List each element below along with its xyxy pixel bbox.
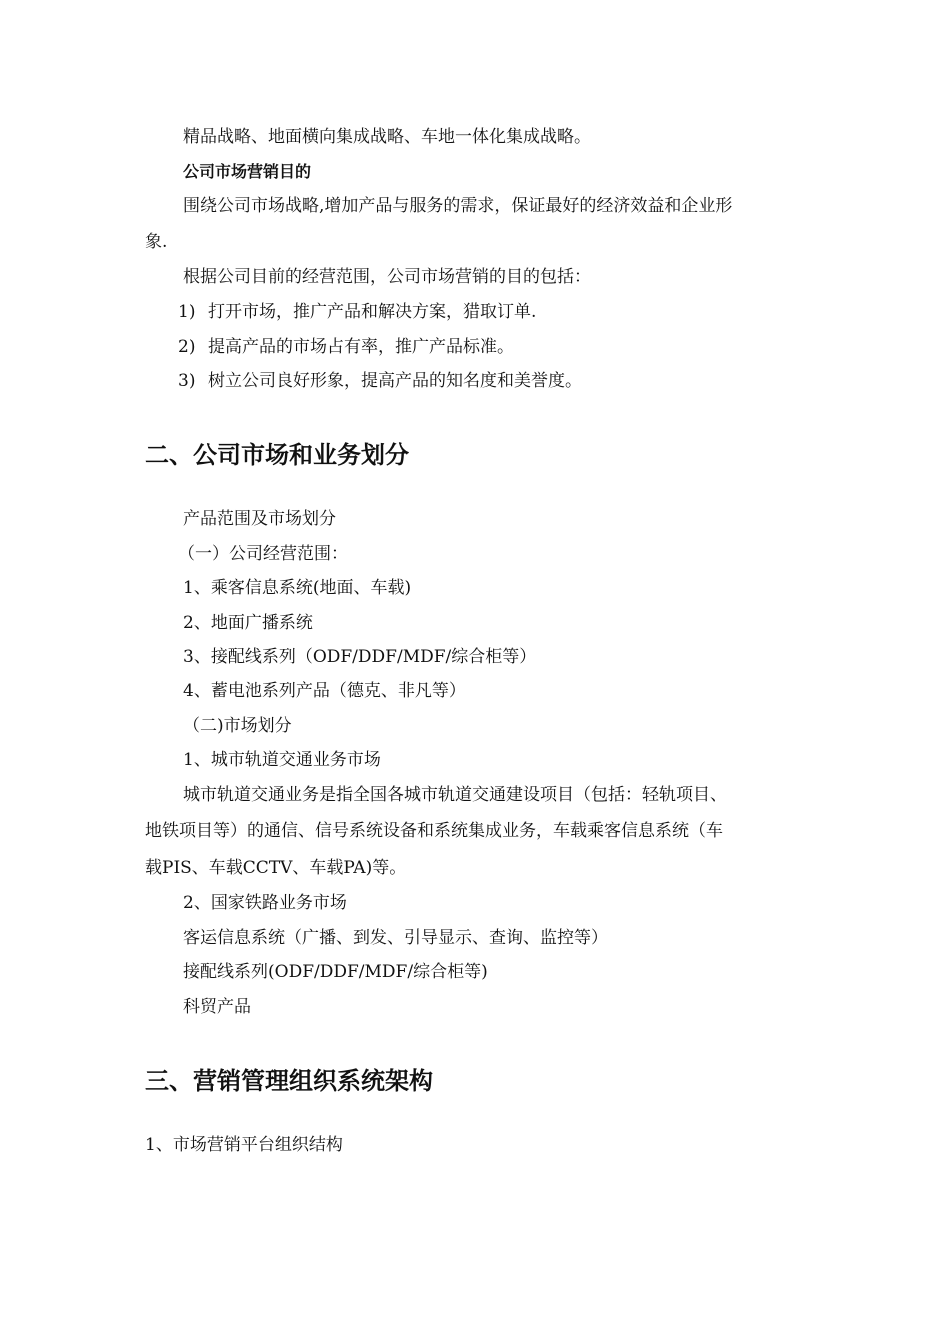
goal-item-text: 提高产品的市场占有率，推广产品标准。 [208, 337, 514, 357]
section-2-line-4: 2、地面广播系统 [183, 613, 313, 633]
section-3-heading: 三、营销管理组织系统架构 [145, 1067, 433, 1095]
rail-line-4: 科贸产品 [183, 997, 251, 1017]
section-2-line-5: 3、接配线系列（ODF/DDF/MDF/综合柜等） [183, 647, 537, 667]
goal-item-2 [178, 336, 514, 358]
section-2-heading: 二、公司市场和业务划分 [145, 441, 409, 469]
goal-list-intro: 根据公司目前的经营范围，公司市场营销的目的包括： [183, 267, 591, 287]
section-2-line-3: 1、乘客信息系统(地面、车载) [183, 578, 412, 598]
goal-paragraph-line-1: 围绕公司市场战略,增加产品与服务的需求，保证最好的经济效益和企业形 [183, 196, 733, 216]
goal-item-text: 树立公司良好形象，提高产品的知名度和美誉度。 [208, 371, 582, 391]
strategy-line: 精品战略、地面横向集成战略、车地一体化集成战略。 [183, 127, 591, 147]
urban-paragraph-line-2: 地铁项目等）的通信、信号系统设备和系统集成业务，车载乘客信息系统（车 [145, 821, 723, 841]
section-2-line-7: （二)市场划分 [183, 716, 292, 736]
goal-paragraph-line-2: 象. [145, 232, 168, 252]
goal-item-text: 打开市场，推广产品和解决方案，猎取订单. [208, 302, 537, 322]
section-3-subheading: 1、市场营销平台组织结构 [145, 1135, 343, 1155]
goal-item-3 [178, 370, 582, 392]
rail-line-3: 接配线系列(ODF/DDF/MDF/综合柜等) [183, 962, 488, 982]
goal-item-number: 2) [178, 337, 196, 357]
urban-paragraph-line-3: 载PIS、车载CCTV、车载PA)等。 [145, 858, 407, 878]
section-2-line-2: （一）公司经营范围： [178, 544, 348, 564]
rail-line-2: 客运信息系统（广播、到发、引导显示、查询、监控等） [183, 928, 608, 948]
goal-item-1 [178, 301, 536, 323]
goal-heading: 公司市场营销目的 [183, 162, 312, 181]
section-2-line-1: 产品范围及市场划分 [183, 509, 336, 529]
goal-item-number: 3) [178, 371, 196, 391]
goal-item-number: 1) [178, 302, 196, 322]
section-2-line-6: 4、蓄电池系列产品（德克、非凡等） [183, 681, 466, 701]
rail-line-1: 2、国家铁路业务市场 [183, 893, 347, 913]
urban-paragraph-line-1: 城市轨道交通业务是指全国各城市轨道交通建设项目（包括：轻轨项目、 [183, 785, 727, 805]
section-2-line-8: 1、城市轨道交通业务市场 [183, 750, 381, 770]
